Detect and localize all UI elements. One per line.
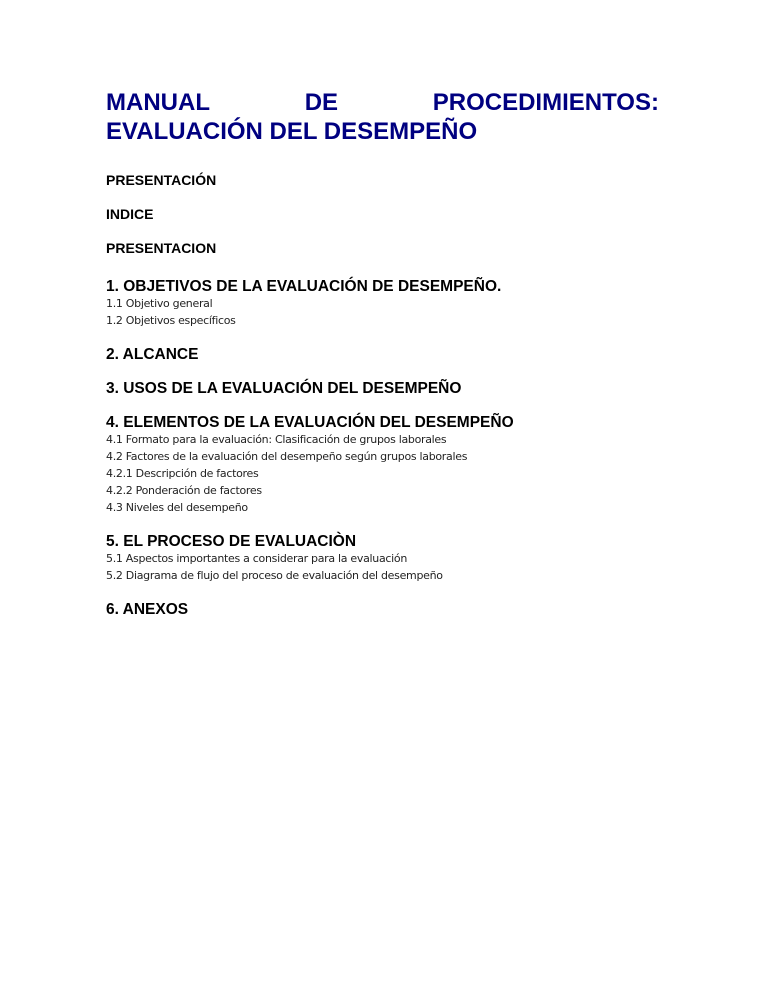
section-1-item: 1.2 Objetivos específicos (106, 314, 236, 327)
section-1-item: 1.1 Objetivo general (106, 297, 213, 310)
section-3-heading: 3. USOS DE LA EVALUACIÓN DEL DESEMPEÑO (106, 380, 462, 397)
title-line-2: EVALUACIÓN DEL DESEMPEÑO (106, 118, 478, 145)
section-4-item: 4.3 Niveles del desempeño (106, 501, 248, 514)
title-word: MANUAL (106, 89, 210, 116)
title-word: PROCEDIMIENTOS: (432, 89, 659, 116)
title-line-1 (106, 88, 659, 117)
section-5-heading: 5. EL PROCESO DE EVALUACIÒN (106, 533, 357, 550)
heading-presentacion: PRESENTACION (106, 240, 217, 256)
section-4-heading: 4. ELEMENTOS DE LA EVALUACIÓN DEL DESEMPEÑO (106, 414, 514, 431)
section-4-item: 4.2.2 Ponderación de factores (106, 484, 262, 497)
section-2-heading: 2. ALCANCE (106, 346, 199, 363)
section-1-heading: 1. OBJETIVOS DE LA EVALUACIÓN DE DESEMPEÑO. (106, 278, 502, 295)
section-4-item: 4.2 Factores de la evaluación del desempeño según grupos laborales (106, 450, 468, 463)
section-6-heading: 6. ANEXOS (106, 601, 189, 618)
heading-presentacion-accent: PRESENTACIÓN (106, 172, 217, 188)
title-word: DE (304, 89, 339, 116)
section-5-item: 5.2 Diagrama de flujo del proceso de evaluación del desempeño (106, 569, 443, 582)
document-title (106, 88, 659, 146)
section-5-item: 5.1 Aspectos importantes a considerar para la evaluación (106, 552, 408, 565)
heading-indice: INDICE (106, 206, 154, 222)
section-4-item: 4.2.1 Descripción de factores (106, 467, 259, 480)
section-4-item: 4.1 Formato para la evaluación: Clasificación de grupos laborales (106, 433, 447, 446)
